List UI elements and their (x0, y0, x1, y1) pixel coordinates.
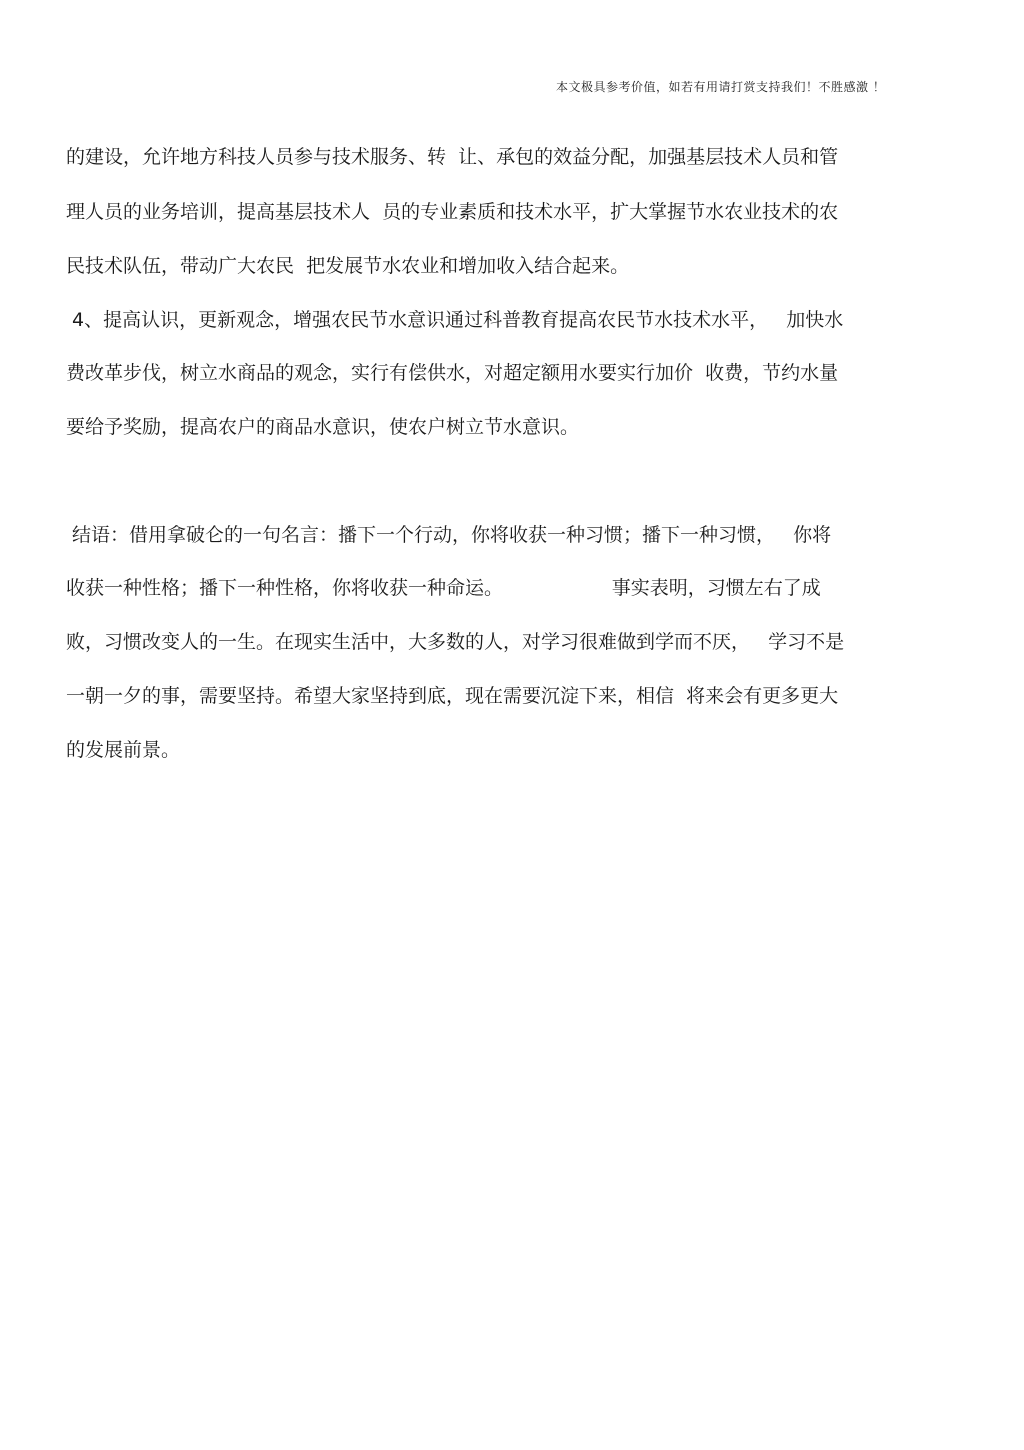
text-line: 收获一种性格；播下一种性格，你将收获一种命运。 事实表明，习惯左右了成 (66, 577, 821, 599)
text-line: 费改革步伐，树立水商品的观念，实行有偿供水，对超定额用水要实行加价 收费，节约水量 (66, 362, 839, 384)
text-line: 民技术队伍，带动广大农民 把发展节水农业和增加收入结合起来。 (66, 255, 630, 277)
text-line: 4、提高认识，更新观念，增强农民节水意识通过科普教育提高农民节水技术水平， 加快水 (66, 309, 844, 331)
text-line: 理人员的业务培训，提高基层技术人 员的专业素质和技术水平，扩大掌握节水农业技术的农 (66, 201, 839, 223)
header-note: 本文极具参考价值，如若有用请打赏支持我们！不胜感激 ！ (556, 80, 886, 94)
text-line: 败，习惯改变人的一生。在现实生活中，大多数的人，对学习很难做到学而不厌， 学习不是 (66, 631, 845, 653)
text-line: 的建设，允许地方科技人员参与技术服务、转 让、承包的效益分配，加强基层技术人员和管 (66, 146, 839, 168)
text-line: 的发展前景。 (66, 739, 181, 761)
text-line: 要给予奖励，提高农户的商品水意识，使农户树立节水意识。 (66, 416, 580, 438)
text-line: 结语：借用拿破仑的一句名言：播下一个行动，你将收获一种习惯；播下一种习惯， 你将 (66, 524, 832, 546)
text-line: 一朝一夕的事，需要坚持。希望大家坚持到底，现在需要沉淀下来，相信 将来会有更多更大 (66, 685, 839, 707)
